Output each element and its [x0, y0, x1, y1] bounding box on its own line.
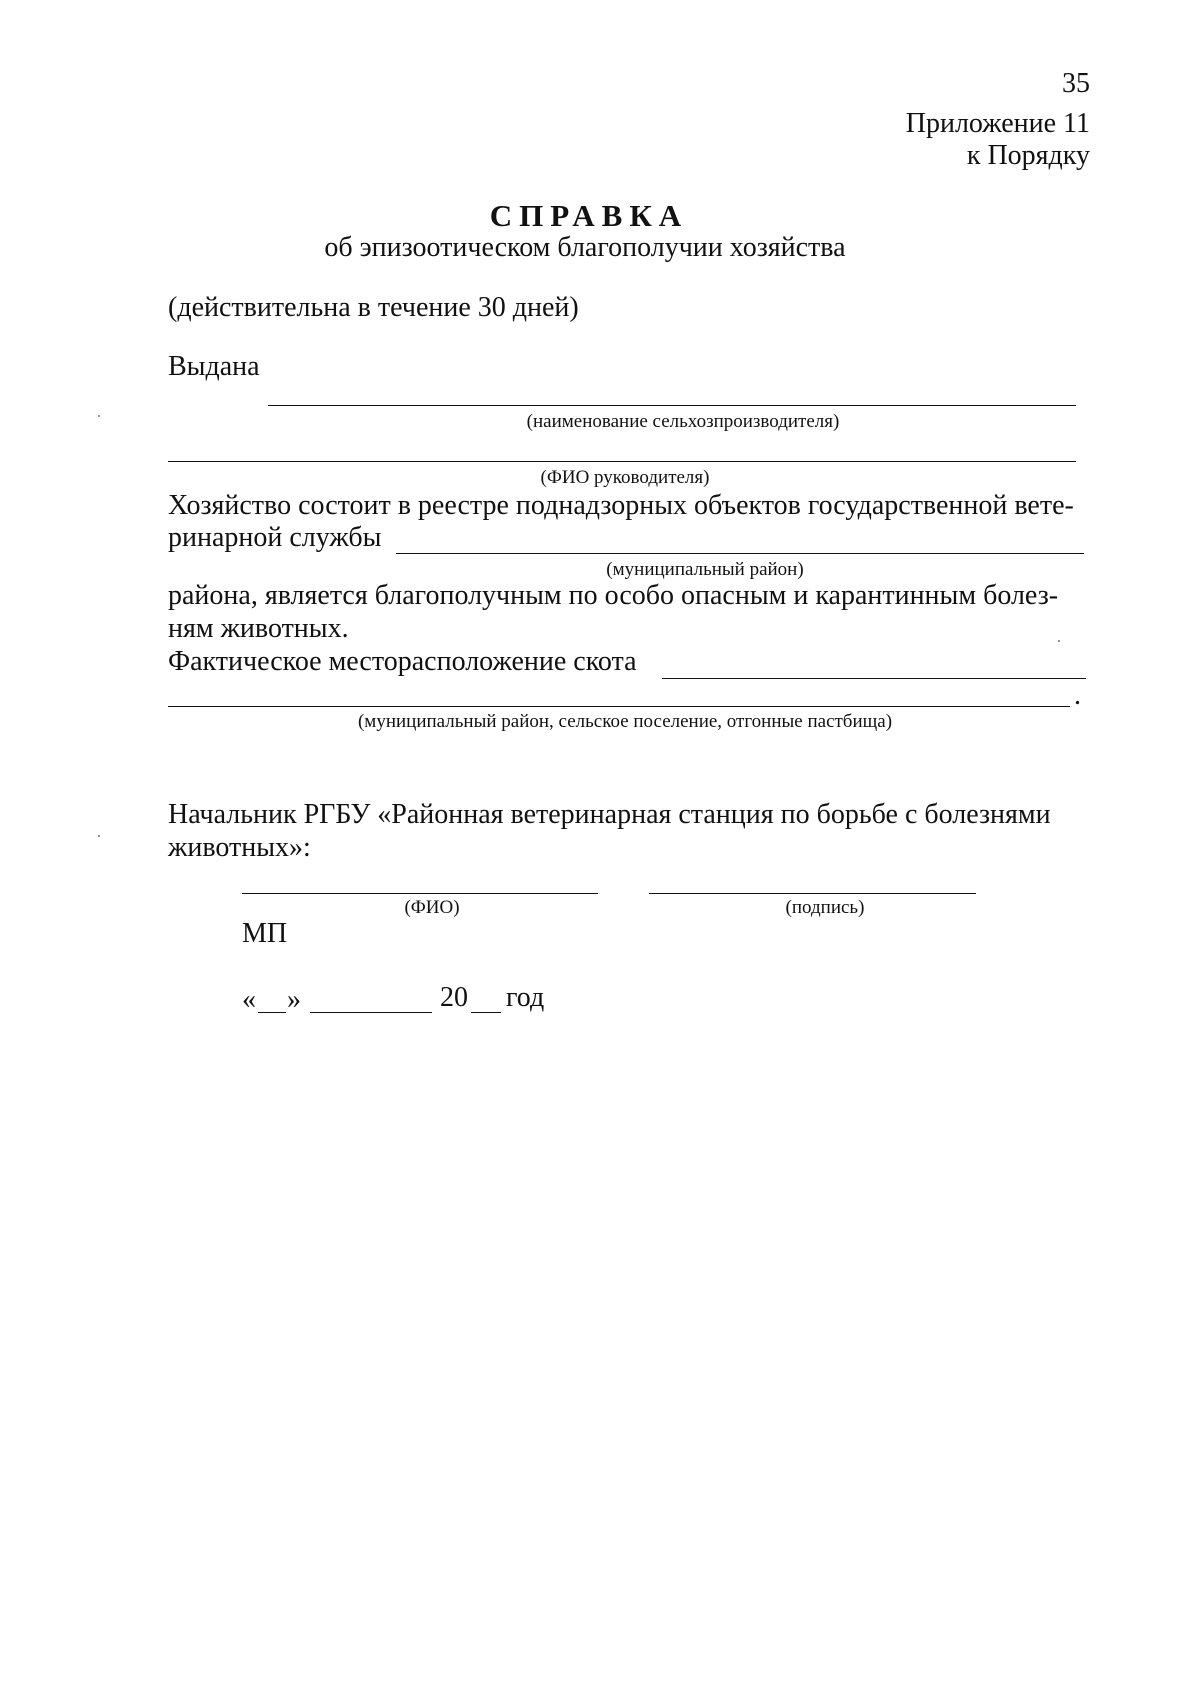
- date-year-word: год: [506, 982, 545, 1013]
- date-close-quote: »: [287, 984, 301, 1015]
- chief-title-line1: Начальник РГБУ «Районная ветеринарная станция по борьбе с болезнями: [168, 799, 1051, 830]
- registry-text-line1: Хозяйство состоит в реестре поднадзорных объектов государственной вете-: [168, 490, 1074, 521]
- location-caption: (муниципальный район, сельское поселение, отгонные пастбища): [357, 711, 893, 732]
- appendix-reference: к Порядку: [966, 140, 1090, 171]
- signature-caption: (подпись): [785, 897, 865, 918]
- chief-name-field[interactable]: [242, 893, 598, 894]
- registry-text-line2: ринарной службы: [168, 522, 382, 553]
- document-title: СПРАВКА: [489, 198, 689, 233]
- appendix-number: Приложение 11: [905, 108, 1090, 139]
- producer-caption: (наименование сельхозпроизводителя): [526, 411, 840, 432]
- location-period: .: [1074, 680, 1081, 711]
- date-year-prefix: 20: [440, 982, 468, 1013]
- chief-title-line2: животных»:: [168, 832, 311, 863]
- status-text-line2: ням животных.: [168, 613, 349, 644]
- scan-speck: [98, 835, 100, 837]
- chief-signature-field[interactable]: [649, 893, 976, 894]
- location-field-1[interactable]: [662, 678, 1086, 679]
- location-field-2[interactable]: [168, 706, 1070, 707]
- district-field[interactable]: [396, 553, 1084, 554]
- head-name-field[interactable]: [168, 461, 1076, 462]
- status-text-line1: района, является благополучным по особо опасным и карантинным болез-: [168, 580, 1059, 611]
- page-number: 35: [1062, 68, 1090, 99]
- scan-speck: [98, 415, 100, 417]
- document-subtitle: об эпизоотическом благополучии хозяйства: [324, 232, 846, 263]
- head-caption: (ФИО руководителя): [540, 467, 710, 488]
- location-label: Фактическое месторасположение скота: [168, 646, 637, 677]
- validity-note: (действительна в течение 30 дней): [168, 292, 579, 323]
- date-month-field[interactable]: [310, 1012, 432, 1013]
- date-day-field[interactable]: [258, 1012, 286, 1013]
- date-open-quote: «: [242, 984, 256, 1015]
- stamp-mark: МП: [242, 918, 288, 949]
- district-caption: (муниципальный район): [606, 559, 804, 580]
- fio-caption: (ФИО): [404, 897, 460, 918]
- producer-name-field[interactable]: [268, 405, 1076, 406]
- scan-speck: [1058, 640, 1060, 642]
- issued-label: Выдана: [168, 351, 260, 382]
- date-year-field[interactable]: [471, 1012, 501, 1013]
